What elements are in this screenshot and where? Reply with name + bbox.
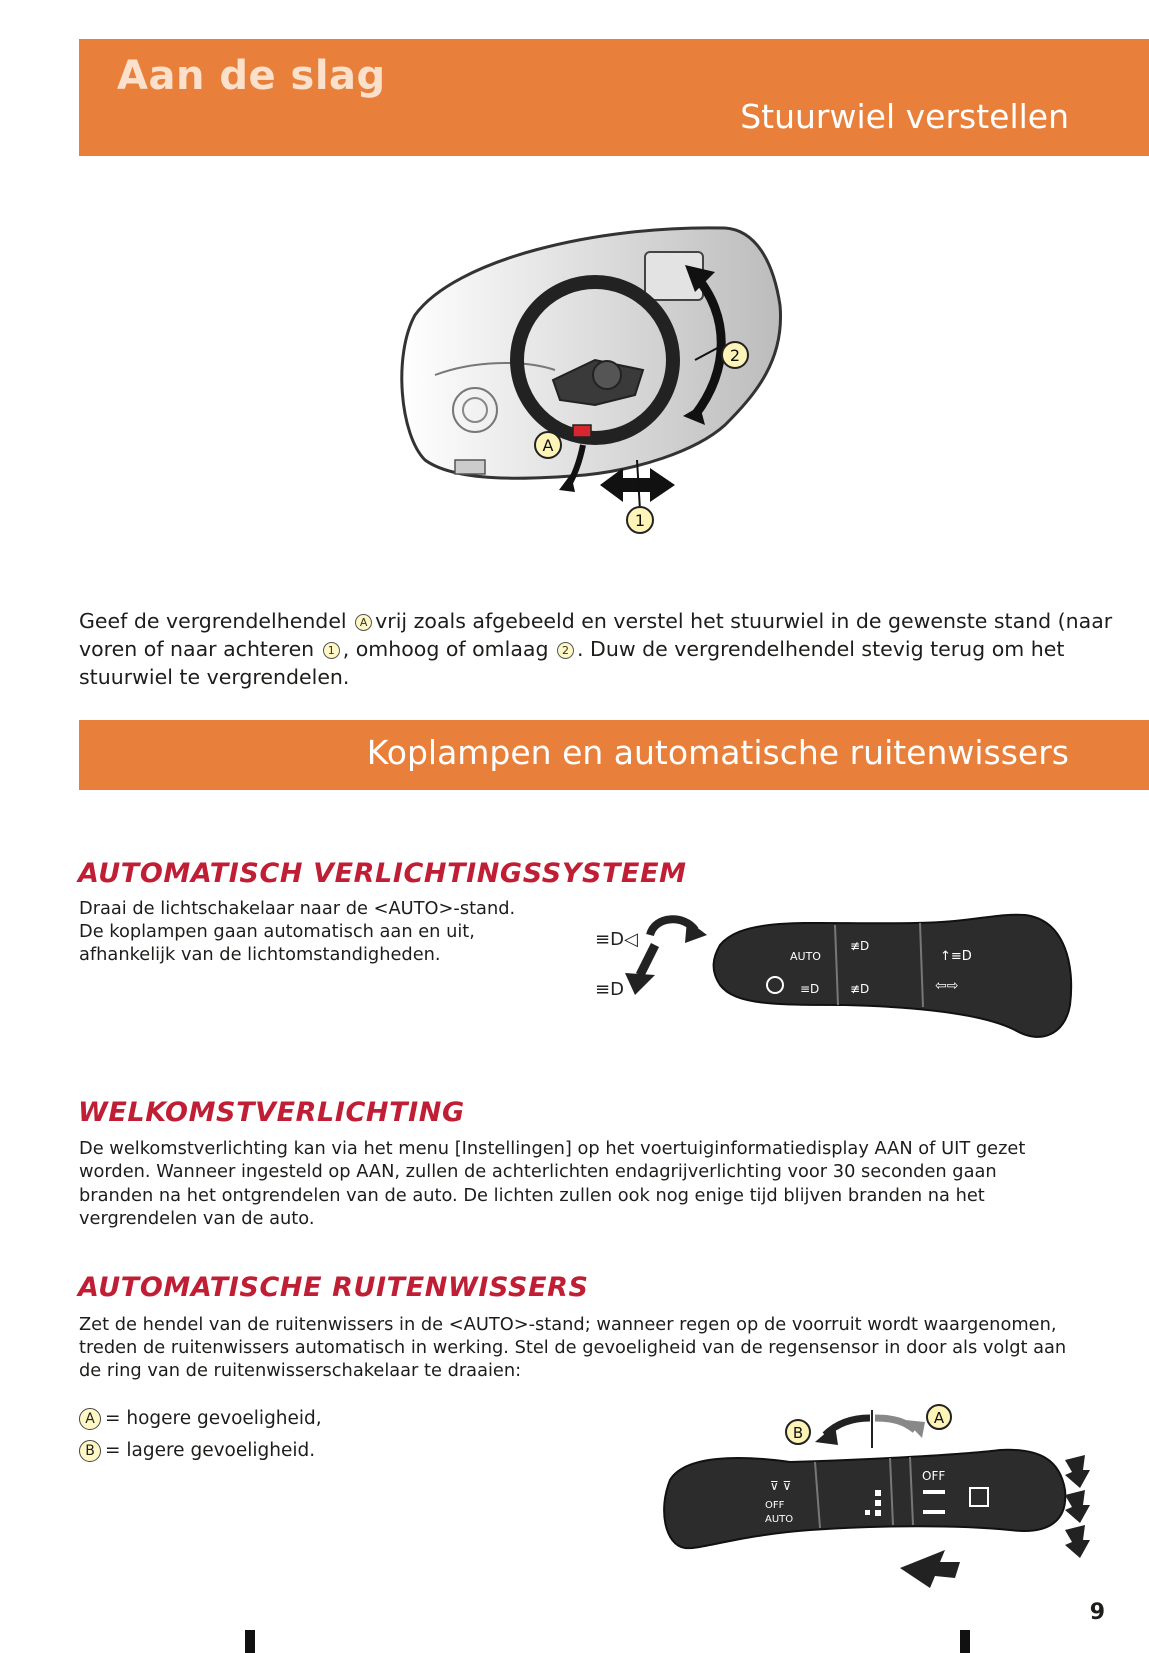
steering-instructions: Geef de vergrendelhendel A vrij zoals afgebeeld en verstel het stuurwiel in de gewenste stand (naar voren of naar achteren 1 , omhoog of omlaag 2 . Duw de vergrendelhendel stevig terug om het stuurwiel te vergrendelen. <box>79 609 1113 689</box>
chapter-header-band <box>79 39 1149 156</box>
section-header-band <box>79 720 1149 790</box>
crop-mark-right <box>960 1630 970 1653</box>
section-title-steering: Stuurwiel verstellen <box>740 97 1069 136</box>
steering-wheel-illustration <box>395 220 815 565</box>
svg-text:≡D◁: ≡D◁ <box>595 929 638 950</box>
legend-higher-sensitivity: A = hogere gevoeligheid, <box>79 1408 322 1430</box>
wiper-label-b: B <box>792 1424 804 1442</box>
wiper-auto-label: AUTO <box>765 1514 794 1525</box>
marker-2: 2 <box>557 642 574 659</box>
svg-text:≡D: ≡D <box>595 979 624 1000</box>
wiper-stalk-body <box>664 1450 1065 1548</box>
marker-a: A <box>355 614 372 631</box>
svg-text:≢D: ≢D <box>850 939 870 953</box>
svg-text:⊽ ⊽: ⊽ ⊽ <box>770 1479 792 1493</box>
svg-text:⇦⇨: ⇦⇨ <box>935 978 959 994</box>
legend-lower-sensitivity: B = lagere gevoeligheid. <box>79 1440 315 1462</box>
light-stalk-illustration <box>595 895 1085 1045</box>
wiper-label-a: A <box>933 1409 945 1427</box>
wiper-arrow-down <box>900 1550 960 1588</box>
section-title-lights: Koplampen en automatische ruitenwissers <box>366 733 1069 772</box>
chapter-title: Aan de slag <box>117 53 386 99</box>
legend-marker-b: B <box>79 1440 101 1462</box>
wiper-stalk-illustration <box>660 1400 1120 1595</box>
heading-auto-wipers: AUTOMATISCHE RUITENWISSERS <box>78 1272 589 1303</box>
crop-mark-left <box>245 1630 255 1653</box>
wiper-off-label: OFF <box>922 1469 946 1483</box>
marker-1: 1 <box>323 642 340 659</box>
legend-marker-a: A <box>79 1408 101 1430</box>
svg-text:≡D: ≡D <box>800 982 820 996</box>
svg-text:≢D: ≢D <box>850 982 870 996</box>
label-1: 1 <box>634 511 646 530</box>
stalk-auto-label: AUTO <box>790 950 821 963</box>
heading-auto-lighting: AUTOMATISCH VERLICHTINGSSYSTEEM <box>78 858 687 889</box>
light-stalk-body <box>714 915 1072 1037</box>
page-number: 9 <box>1089 1600 1105 1625</box>
wiper-off-small: OFF <box>765 1500 785 1511</box>
label-a: A <box>542 436 554 455</box>
label-2: 2 <box>729 346 741 365</box>
heading-welcome-lighting: WELKOMSTVERLICHTING <box>78 1097 465 1128</box>
svg-text:↑≡D: ↑≡D <box>940 949 972 964</box>
